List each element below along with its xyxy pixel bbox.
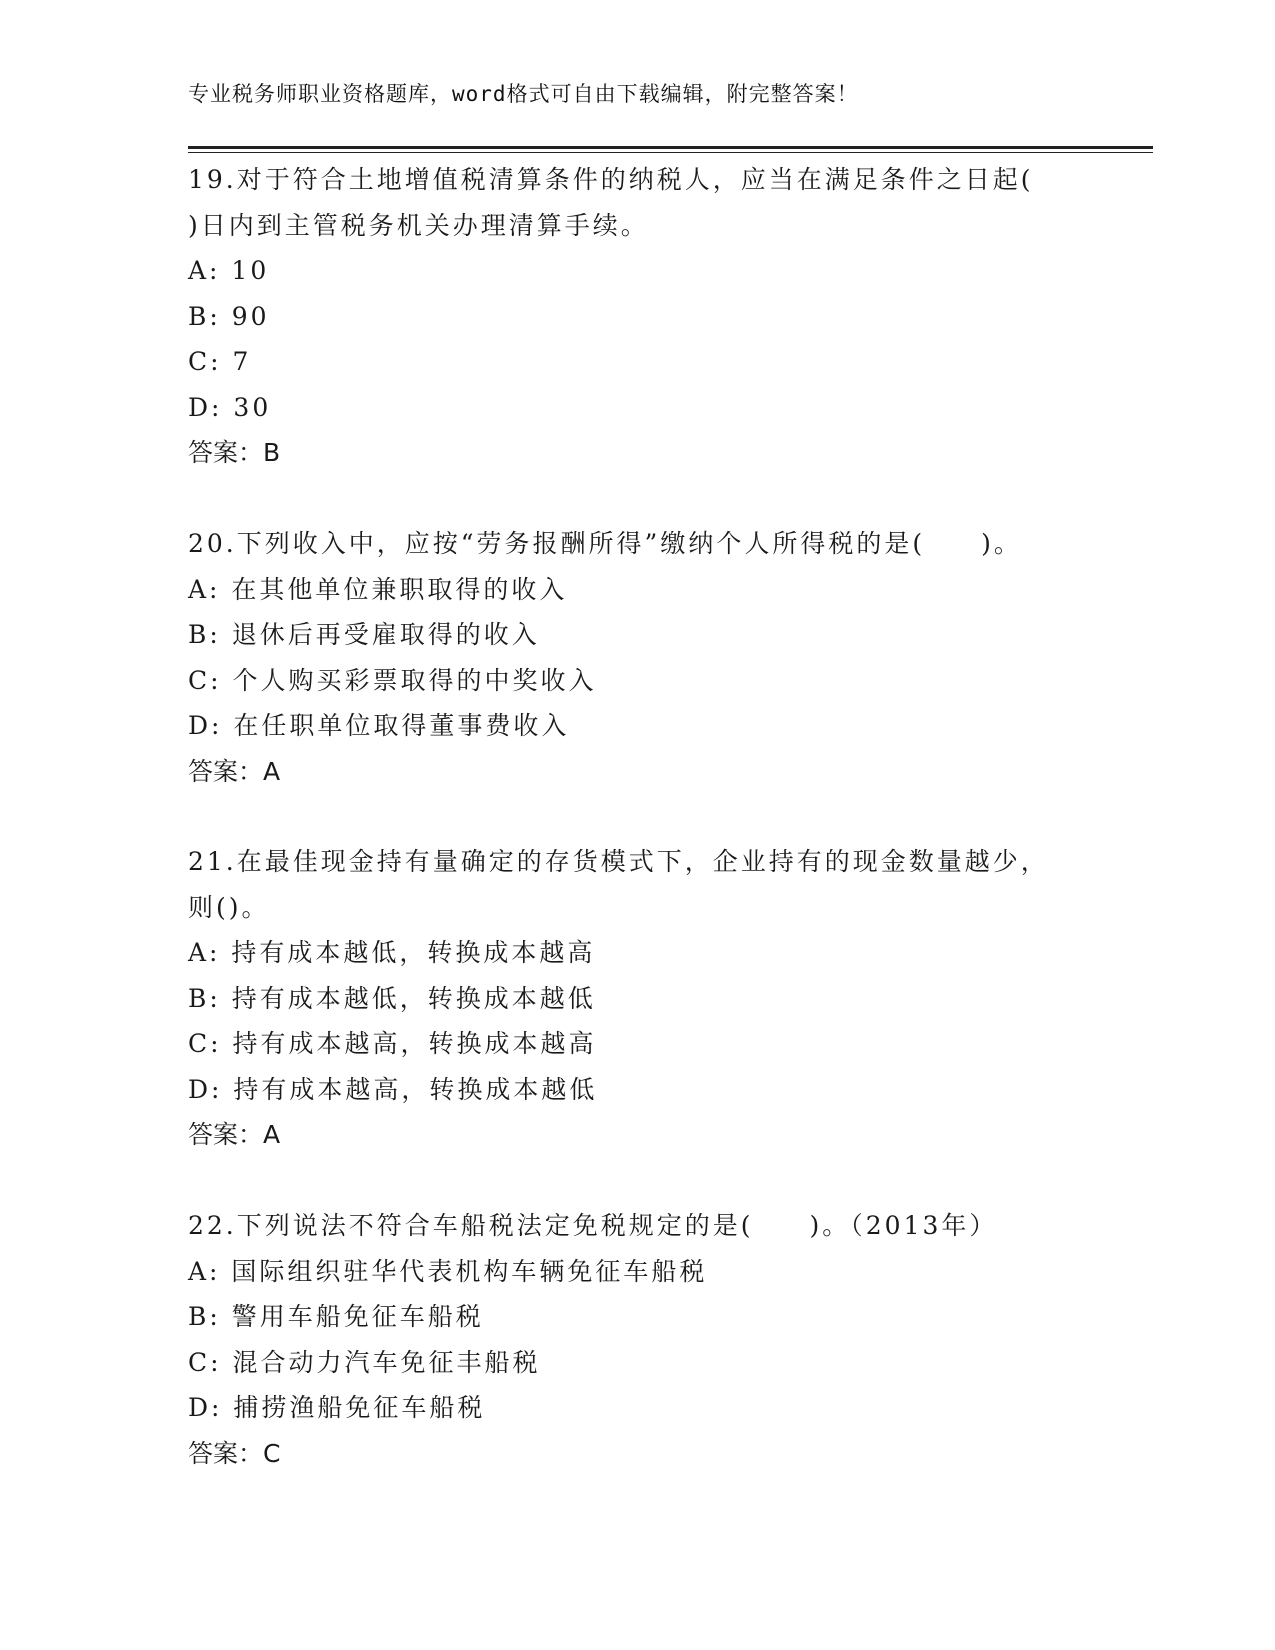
answer-line: 答案：B [188,438,281,467]
header-rule-thin [188,152,1153,153]
question-stem-line: 20.下列收入中，应按“劳务报酬所得”缴纳个人所得税的是( )。 [188,529,1022,558]
option-d: D: 30 [188,392,272,422]
option-c: C: 7 [188,347,252,376]
answer-line: 答案：A [188,1120,281,1149]
option-c: C: 个人购买彩票取得的中奖收入 [188,665,597,695]
question-20 [188,521,1088,794]
option-b: B: 警用车船免征车船税 [188,1302,484,1331]
question-19 [188,157,1088,476]
option-a: A: 在其他单位兼职取得的收入 [188,574,568,604]
question-stem-line: 19.对于符合土地增值税清算条件的纳税人，应当在满足条件之日起( [188,165,1034,194]
option-d: D: 捕捞渔船免征车船税 [188,1393,486,1422]
answer-line: 答案：C [188,1438,281,1468]
document-header: 专业税务师职业资格题库，word格式可自由下载编辑，附完整答案！ [188,82,859,106]
option-d: D: 在任职单位取得董事费收入 [188,711,570,740]
question-stem-line: 22.下列说法不符合车船税法定免税规定的是( )。（2013年） [188,1211,998,1240]
option-a: A: 国际组织驻华代表机构车辆免征车船税 [188,1256,708,1286]
question-22 [188,1203,1088,1476]
question-stem-line: 则()。 [188,892,270,922]
option-a: A: 持有成本越低，转换成本越高 [188,938,596,967]
option-c: C: 混合动力汽车免征丰船税 [188,1347,541,1377]
question-21 [188,839,1088,1158]
question-stem-line: )日内到主管税务机关办理清算手续。 [188,210,649,240]
option-b: B: 90 [188,301,270,331]
header-rule-thick [188,146,1153,149]
answer-line: 答案：A [188,756,281,786]
option-b: B: 退休后再受雇取得的收入 [188,620,540,649]
option-c: C: 持有成本越高，转换成本越高 [188,1029,597,1058]
question-stem-line: 21.在最佳现金持有量确定的存货模式下，企业持有的现金数量越少， [188,847,1049,876]
option-d: D: 持有成本越高，转换成本越低 [188,1074,598,1104]
option-b: B: 持有成本越低，转换成本越低 [188,983,596,1013]
option-a: A: 10 [188,256,270,285]
